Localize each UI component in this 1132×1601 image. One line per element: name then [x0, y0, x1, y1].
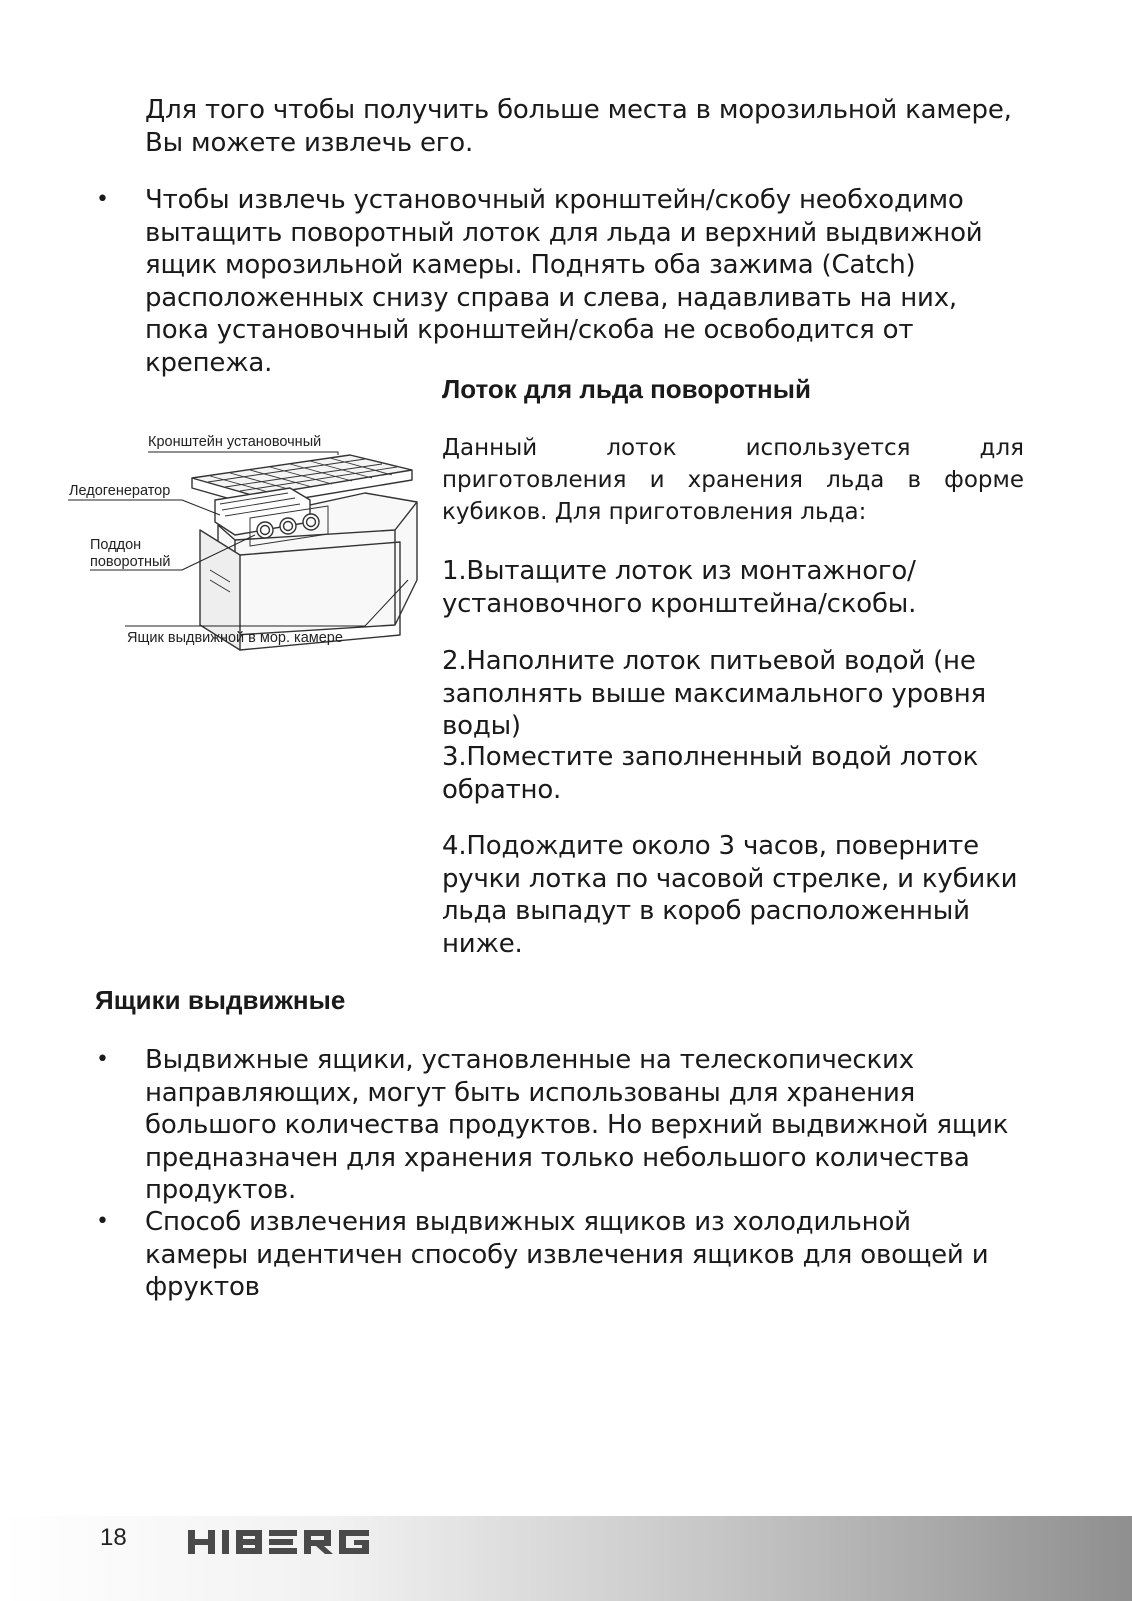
intro-paragraph [145, 94, 1045, 159]
ice-tray-diagram [60, 430, 440, 670]
text-line: крепежа. [145, 347, 273, 378]
text-line: 4.Подождите около 3 часов, поверните [442, 831, 979, 861]
ice-tray-step-3 [442, 741, 1062, 806]
hiberg-logo [188, 1528, 388, 1556]
text-line: направляющих, могут быть использованы для хранения [145, 1077, 916, 1108]
bullet-marker: • [96, 1209, 109, 1234]
label-freezer-drawer: Ящик выдвижной в мор. камере [127, 630, 343, 646]
drawers-heading: Ящики выдвижные [95, 985, 346, 1015]
text-line: расположенных снизу справа и слева, надавливать на них, [145, 282, 957, 313]
label-mounting-bracket: Кронштейн установочный [148, 434, 322, 450]
page-number: 18 [100, 1524, 127, 1551]
text-line: большого количества продуктов. Но верхний выдвижной ящик [145, 1110, 1009, 1140]
text-line: фруктов [145, 1272, 260, 1302]
bullet-marker: • [96, 187, 109, 212]
ice-tray-step-2 [442, 645, 1062, 743]
text-line: пока установочный кронштейн/скоба не освободится от [145, 315, 914, 345]
text-line: Способ извлечения выдвижных ящиков из холодильной [145, 1207, 911, 1237]
ice-tray-description: Данный лоток используется для приготовления и хранения льда в форме кубиков. Для приготовления льда: [442, 435, 1024, 525]
text-line: 3.Поместите заполненный водой лоток [442, 742, 979, 772]
text-line: ящик морозильной камеры. Поднять оба зажима (Catch) [145, 250, 916, 280]
intro-line: Для того чтобы получить больше места в морозильной камере, [145, 95, 1012, 125]
removal-bullet-text [145, 184, 1045, 379]
intro-line: Вы можете извлечь его. [145, 127, 474, 158]
text-line: вытащить поворотный лоток для льда и верхний выдвижной [145, 217, 983, 248]
text-line: 2.Наполните лоток питьевой водой (не [442, 646, 976, 676]
text-line: обратно. [442, 774, 562, 805]
text-line: льда выпадут в короб расположенный [442, 896, 970, 926]
bullet-marker: • [96, 1047, 109, 1072]
text-line: предназначен для хранения только небольшого количества [145, 1142, 970, 1173]
drawers-bullet-2 [145, 1206, 1065, 1304]
ice-tray-heading: Лоток для льда поворотный [442, 374, 811, 404]
text-line: заполнять выше максимального уровня [442, 678, 986, 709]
ice-tray-step-4 [442, 830, 1062, 960]
text-line: воды) [442, 711, 521, 741]
text-line: продуктов. [145, 1175, 297, 1205]
label-ice-maker: Ледогенератор [69, 483, 171, 499]
label-rotary-tray-line1: Поддон [90, 537, 142, 553]
text-line: Чтобы извлечь установочный кронштейн/скобу необходимо [145, 185, 964, 215]
text-line: камеры идентичен способу извлечения ящиков для овощей и [145, 1239, 989, 1270]
label-rotary-tray-line2: поворотный [90, 554, 171, 570]
text-line: ниже. [442, 928, 523, 959]
ice-tray-step-1 [442, 555, 1062, 620]
drawers-bullet-1 [145, 1044, 1065, 1207]
text-line: установочного кронштейна/скобы. [442, 588, 917, 619]
page-footer [0, 1516, 1132, 1601]
text-line: 1.Вытащите лоток из монтажного/ [442, 556, 916, 586]
text-line: ручки лотка по часовой стрелке, и кубики [442, 863, 1018, 894]
text-line: Выдвижные ящики, установленные на телескопических [145, 1045, 914, 1075]
